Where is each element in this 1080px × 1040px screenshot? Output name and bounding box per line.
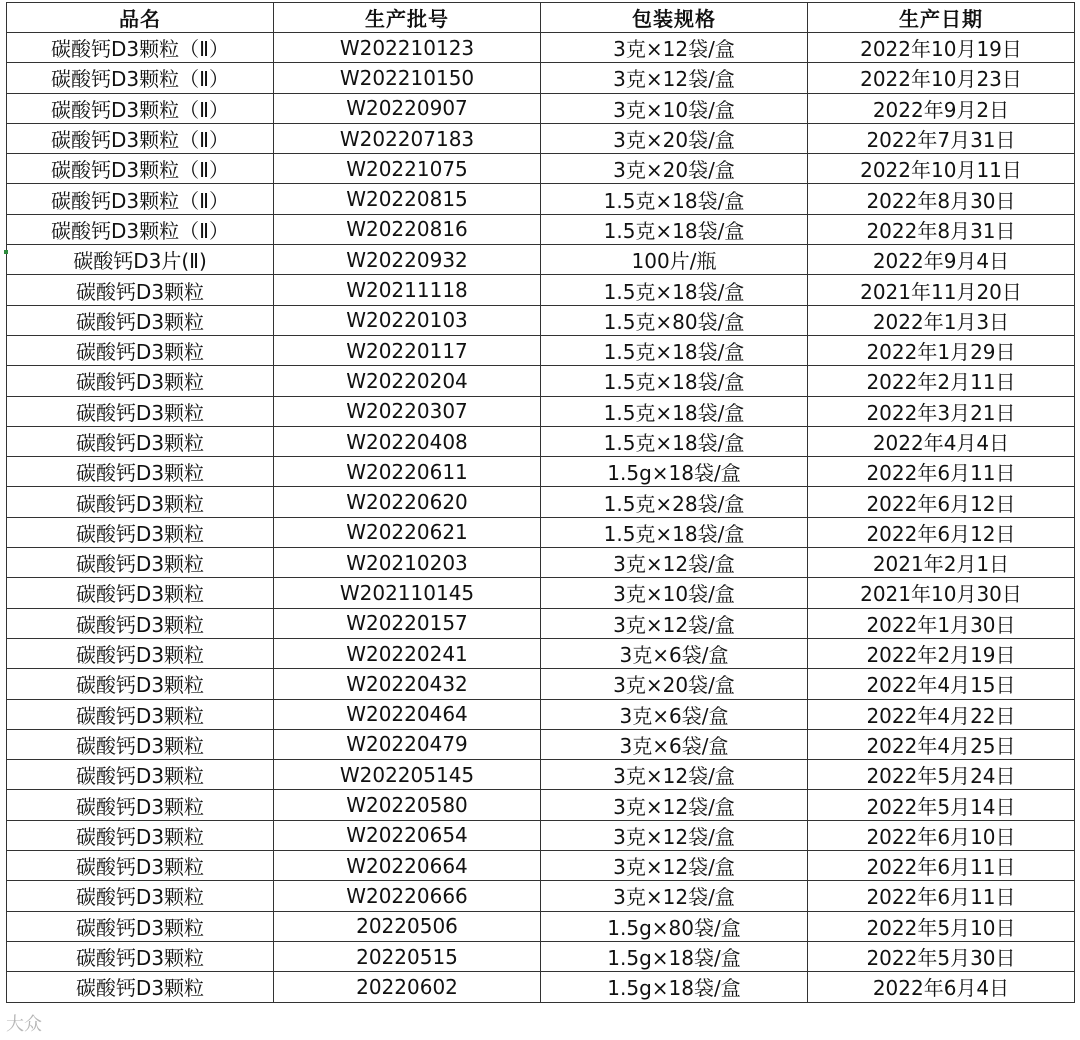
cell-production-date[interactable]: 2022年5月24日 bbox=[808, 760, 1075, 790]
cell-production-date[interactable]: 2022年3月21日 bbox=[808, 396, 1075, 426]
cell-product-name[interactable]: 碳酸钙D3颗粒 bbox=[7, 941, 274, 971]
cell-production-date[interactable]: 2022年8月31日 bbox=[808, 214, 1075, 244]
cell-product-name[interactable]: 碳酸钙D3颗粒 bbox=[7, 335, 274, 365]
table-row bbox=[7, 123, 1075, 153]
cell-product-name[interactable]: 碳酸钙D3颗粒（Ⅱ） bbox=[7, 63, 274, 93]
cell-product-name[interactable]: 碳酸钙D3颗粒 bbox=[7, 820, 274, 850]
table-row bbox=[7, 972, 1075, 1002]
cell-product-name[interactable]: 碳酸钙D3颗粒（Ⅱ） bbox=[7, 154, 274, 184]
table-body bbox=[7, 33, 1075, 1003]
cell-batch-number[interactable]: W20210203 bbox=[274, 548, 541, 578]
table-row bbox=[7, 305, 1075, 335]
batch-table bbox=[6, 2, 1075, 1003]
cell-production-date[interactable]: 2022年10月19日 bbox=[808, 33, 1075, 63]
cell-package-spec[interactable]: 3克×12袋/盒 bbox=[541, 820, 808, 850]
cell-package-spec[interactable]: 3克×12袋/盒 bbox=[541, 881, 808, 911]
cell-package-spec[interactable]: 3克×12袋/盒 bbox=[541, 33, 808, 63]
cell-package-spec[interactable]: 1.5g×80袋/盒 bbox=[541, 911, 808, 941]
table-row bbox=[7, 63, 1075, 93]
table-row bbox=[7, 184, 1075, 214]
cell-batch-number[interactable]: W20220432 bbox=[274, 669, 541, 699]
cell-batch-number[interactable]: W20220117 bbox=[274, 335, 541, 365]
cell-batch-number[interactable]: W20220666 bbox=[274, 881, 541, 911]
cell-production-date[interactable]: 2022年10月11日 bbox=[808, 154, 1075, 184]
cell-product-name[interactable]: 碳酸钙D3颗粒（Ⅱ） bbox=[7, 123, 274, 153]
cell-batch-number[interactable]: W20220580 bbox=[274, 790, 541, 820]
cell-product-name[interactable]: 碳酸钙D3颗粒（Ⅱ） bbox=[7, 33, 274, 63]
cell-package-spec[interactable]: 100片/瓶 bbox=[541, 245, 808, 275]
cell-production-date[interactable]: 2021年2月1日 bbox=[808, 548, 1075, 578]
cell-batch-number[interactable]: W20220204 bbox=[274, 366, 541, 396]
cell-package-spec[interactable]: 1.5g×18袋/盒 bbox=[541, 457, 808, 487]
cell-batch-number[interactable]: W20220654 bbox=[274, 820, 541, 850]
cell-package-spec[interactable]: 1.5克×18袋/盒 bbox=[541, 366, 808, 396]
cell-package-spec[interactable]: 3克×12袋/盒 bbox=[541, 63, 808, 93]
cell-product-name[interactable]: 碳酸钙D3颗粒 bbox=[7, 396, 274, 426]
cell-product-name[interactable]: 碳酸钙D3颗粒 bbox=[7, 305, 274, 335]
cell-product-name[interactable]: 碳酸钙D3颗粒 bbox=[7, 548, 274, 578]
cell-production-date[interactable]: 2022年1月3日 bbox=[808, 305, 1075, 335]
cell-package-spec[interactable]: 1.5g×18袋/盒 bbox=[541, 941, 808, 971]
table-row bbox=[7, 214, 1075, 244]
cell-production-date[interactable]: 2022年9月2日 bbox=[808, 93, 1075, 123]
cell-production-date[interactable]: 2022年2月11日 bbox=[808, 366, 1075, 396]
cell-package-spec[interactable]: 3克×20袋/盒 bbox=[541, 669, 808, 699]
cell-package-spec[interactable]: 3克×6袋/盒 bbox=[541, 729, 808, 759]
cell-batch-number[interactable]: W20220620 bbox=[274, 487, 541, 517]
table-row bbox=[7, 760, 1075, 790]
cell-product-name[interactable]: 碳酸钙D3颗粒（Ⅱ） bbox=[7, 184, 274, 214]
cell-product-name[interactable]: 碳酸钙D3颗粒 bbox=[7, 760, 274, 790]
cell-product-name[interactable]: 碳酸钙D3颗粒 bbox=[7, 881, 274, 911]
cell-production-date[interactable]: 2022年4月4日 bbox=[808, 426, 1075, 456]
cell-production-date[interactable]: 2022年5月30日 bbox=[808, 941, 1075, 971]
cell-production-date[interactable]: 2022年2月19日 bbox=[808, 638, 1075, 668]
table-row bbox=[7, 335, 1075, 365]
cell-product-name[interactable]: 碳酸钙D3颗粒 bbox=[7, 972, 274, 1002]
cell-package-spec[interactable]: 3克×12袋/盒 bbox=[541, 760, 808, 790]
cell-batch-number[interactable]: W202205145 bbox=[274, 760, 541, 790]
cell-production-date[interactable]: 2022年4月15日 bbox=[808, 669, 1075, 699]
table-row bbox=[7, 851, 1075, 881]
cell-package-spec[interactable]: 1.5克×18袋/盒 bbox=[541, 335, 808, 365]
cell-product-name[interactable]: 碳酸钙D3颗粒 bbox=[7, 699, 274, 729]
cell-batch-number[interactable]: W20220408 bbox=[274, 426, 541, 456]
table-row bbox=[7, 275, 1075, 305]
cell-batch-number[interactable]: 20220515 bbox=[274, 941, 541, 971]
cell-production-date[interactable]: 2022年1月29日 bbox=[808, 335, 1075, 365]
table-row bbox=[7, 669, 1075, 699]
cell-batch-number[interactable]: 20220506 bbox=[274, 911, 541, 941]
cell-production-date[interactable]: 2022年7月31日 bbox=[808, 123, 1075, 153]
cell-product-name[interactable]: 碳酸钙D3颗粒 bbox=[7, 487, 274, 517]
table-row bbox=[7, 608, 1075, 638]
cell-batch-number[interactable]: W20220611 bbox=[274, 457, 541, 487]
cell-batch-number[interactable]: W20221075 bbox=[274, 154, 541, 184]
table-row bbox=[7, 638, 1075, 668]
cell-package-spec[interactable]: 1.5克×18袋/盒 bbox=[541, 184, 808, 214]
cell-batch-number[interactable]: W20220621 bbox=[274, 517, 541, 547]
cell-production-date[interactable]: 2022年6月11日 bbox=[808, 851, 1075, 881]
table-row bbox=[7, 33, 1075, 63]
table-row bbox=[7, 93, 1075, 123]
cell-batch-number[interactable]: W20220157 bbox=[274, 608, 541, 638]
cell-production-date[interactable]: 2022年6月12日 bbox=[808, 487, 1075, 517]
cell-production-date[interactable]: 2022年6月11日 bbox=[808, 881, 1075, 911]
cell-package-spec[interactable]: 1.5克×18袋/盒 bbox=[541, 275, 808, 305]
cell-product-name[interactable]: 碳酸钙D3颗粒（Ⅱ） bbox=[7, 93, 274, 123]
cell-package-spec[interactable]: 1.5克×18袋/盒 bbox=[541, 517, 808, 547]
header-product-name: 品名 bbox=[7, 3, 274, 33]
cell-product-name[interactable]: 碳酸钙D3颗粒 bbox=[7, 638, 274, 668]
cell-package-spec[interactable]: 1.5克×80袋/盒 bbox=[541, 305, 808, 335]
header-batch-number: 生产批号 bbox=[274, 3, 541, 33]
cell-production-date[interactable]: 2022年9月4日 bbox=[808, 245, 1075, 275]
table-row bbox=[7, 699, 1075, 729]
cell-production-date[interactable]: 2022年1月30日 bbox=[808, 608, 1075, 638]
cell-production-date[interactable]: 2022年4月25日 bbox=[808, 729, 1075, 759]
cell-batch-number[interactable]: W20211118 bbox=[274, 275, 541, 305]
spreadsheet bbox=[6, 2, 1074, 1003]
cell-batch-number[interactable]: W20220816 bbox=[274, 214, 541, 244]
cell-batch-number[interactable]: W20220907 bbox=[274, 93, 541, 123]
cell-production-date[interactable]: 2022年5月10日 bbox=[808, 911, 1075, 941]
cell-package-spec[interactable]: 1.5克×18袋/盒 bbox=[541, 426, 808, 456]
cell-production-date[interactable]: 2022年6月4日 bbox=[808, 972, 1075, 1002]
cell-batch-number[interactable]: W202110145 bbox=[274, 578, 541, 608]
table-row bbox=[7, 396, 1075, 426]
table-row bbox=[7, 245, 1075, 275]
cell-package-spec[interactable]: 3克×12袋/盒 bbox=[541, 790, 808, 820]
table-row bbox=[7, 517, 1075, 547]
cell-batch-number[interactable]: W202210123 bbox=[274, 33, 541, 63]
table-row bbox=[7, 457, 1075, 487]
cell-package-spec[interactable]: 3克×20袋/盒 bbox=[541, 154, 808, 184]
cell-batch-number[interactable]: W20220103 bbox=[274, 305, 541, 335]
cell-package-spec[interactable]: 1.5克×18袋/盒 bbox=[541, 396, 808, 426]
cell-product-name[interactable]: 碳酸钙D3颗粒 bbox=[7, 426, 274, 456]
cell-product-name[interactable]: 碳酸钙D3颗粒（Ⅱ） bbox=[7, 214, 274, 244]
table-row bbox=[7, 911, 1075, 941]
cell-batch-number[interactable]: W20220241 bbox=[274, 638, 541, 668]
header-row bbox=[7, 3, 1075, 33]
cell-package-spec[interactable]: 3克×12袋/盒 bbox=[541, 608, 808, 638]
cell-product-name[interactable]: 碳酸钙D3颗粒 bbox=[7, 851, 274, 881]
cell-package-spec[interactable]: 3克×6袋/盒 bbox=[541, 699, 808, 729]
cell-production-date[interactable]: 2021年10月30日 bbox=[808, 578, 1075, 608]
cell-product-name[interactable]: 碳酸钙D3颗粒 bbox=[7, 275, 274, 305]
cell-product-name[interactable]: 碳酸钙D3颗粒 bbox=[7, 578, 274, 608]
cell-production-date[interactable]: 2022年5月14日 bbox=[808, 790, 1075, 820]
cell-product-name[interactable]: 碳酸钙D3颗粒 bbox=[7, 790, 274, 820]
cell-batch-number[interactable]: W20220479 bbox=[274, 729, 541, 759]
header-production-date: 生产日期 bbox=[808, 3, 1075, 33]
cell-production-date[interactable]: 2022年6月11日 bbox=[808, 457, 1075, 487]
table-row bbox=[7, 366, 1075, 396]
cell-batch-number[interactable]: W20220464 bbox=[274, 699, 541, 729]
cell-package-spec[interactable]: 3克×10袋/盒 bbox=[541, 93, 808, 123]
cell-product-name[interactable]: 碳酸钙D3颗粒 bbox=[7, 729, 274, 759]
cell-product-name[interactable]: 碳酸钙D3片(Ⅱ) bbox=[7, 245, 274, 275]
cell-product-name[interactable]: 碳酸钙D3颗粒 bbox=[7, 911, 274, 941]
table-row bbox=[7, 881, 1075, 911]
cell-production-date[interactable]: 2022年4月22日 bbox=[808, 699, 1075, 729]
table-row bbox=[7, 578, 1075, 608]
cell-batch-number[interactable]: W202210150 bbox=[274, 63, 541, 93]
cell-product-name[interactable]: 碳酸钙D3颗粒 bbox=[7, 517, 274, 547]
cell-product-name[interactable]: 碳酸钙D3颗粒 bbox=[7, 457, 274, 487]
table-row bbox=[7, 548, 1075, 578]
cell-production-date[interactable]: 2022年8月30日 bbox=[808, 184, 1075, 214]
cell-batch-number[interactable]: 20220602 bbox=[274, 972, 541, 1002]
cell-product-name[interactable]: 碳酸钙D3颗粒 bbox=[7, 669, 274, 699]
table-row bbox=[7, 729, 1075, 759]
cell-product-name[interactable]: 碳酸钙D3颗粒 bbox=[7, 366, 274, 396]
cell-marker bbox=[4, 250, 8, 254]
cell-package-spec[interactable]: 1.5克×28袋/盒 bbox=[541, 487, 808, 517]
table-row bbox=[7, 941, 1075, 971]
cell-batch-number[interactable]: W202207183 bbox=[274, 123, 541, 153]
header-package-spec: 包装规格 bbox=[541, 3, 808, 33]
cell-package-spec[interactable]: 3克×10袋/盒 bbox=[541, 578, 808, 608]
cell-package-spec[interactable]: 3克×20袋/盒 bbox=[541, 123, 808, 153]
cell-production-date[interactable]: 2021年11月20日 bbox=[808, 275, 1075, 305]
cell-batch-number[interactable]: W20220815 bbox=[274, 184, 541, 214]
cell-production-date[interactable]: 2022年6月10日 bbox=[808, 820, 1075, 850]
watermark: 大众 bbox=[6, 1014, 42, 1035]
table-row bbox=[7, 426, 1075, 456]
cell-batch-number[interactable]: W20220664 bbox=[274, 851, 541, 881]
table-row bbox=[7, 487, 1075, 517]
cell-batch-number[interactable]: W20220932 bbox=[274, 245, 541, 275]
cell-package-spec[interactable]: 3克×12袋/盒 bbox=[541, 851, 808, 881]
cell-package-spec[interactable]: 1.5克×18袋/盒 bbox=[541, 214, 808, 244]
cell-package-spec[interactable]: 3克×6袋/盒 bbox=[541, 638, 808, 668]
table-row bbox=[7, 154, 1075, 184]
table-row bbox=[7, 790, 1075, 820]
cell-batch-number[interactable]: W20220307 bbox=[274, 396, 541, 426]
table-row bbox=[7, 820, 1075, 850]
table-header bbox=[7, 3, 1075, 33]
cell-product-name[interactable]: 碳酸钙D3颗粒 bbox=[7, 608, 274, 638]
cell-package-spec[interactable]: 1.5g×18袋/盒 bbox=[541, 972, 808, 1002]
cell-production-date[interactable]: 2022年6月12日 bbox=[808, 517, 1075, 547]
cell-package-spec[interactable]: 3克×12袋/盒 bbox=[541, 548, 808, 578]
cell-production-date[interactable]: 2022年10月23日 bbox=[808, 63, 1075, 93]
